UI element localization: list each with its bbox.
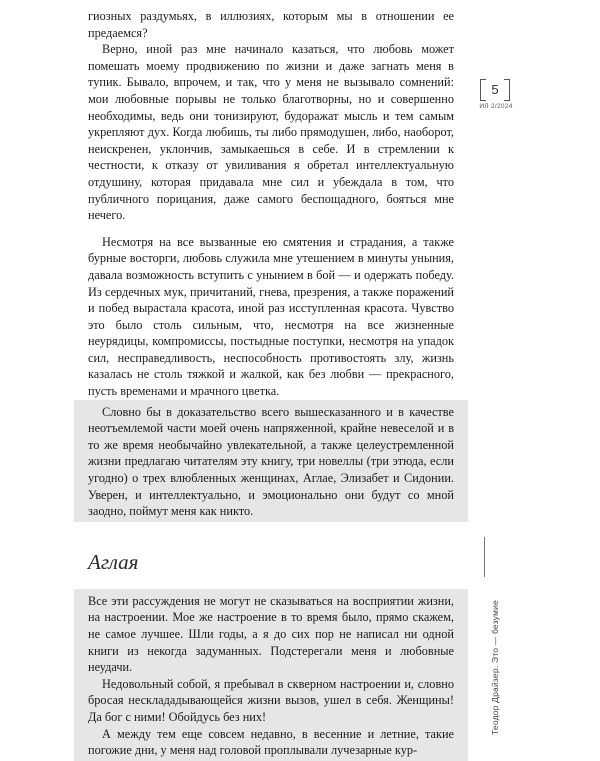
paragraph-mood: Все эти рассуждения не могут не сказываться на восприятии жизни, на настроении. Мое же настроение в то время было, прямо скажем, не самое лучшее. Шли годы, а я до сих пор не написал ни одной книги из некогда задуманных. Подстерегали меня и любовные неудачи.: [88, 593, 454, 675]
issue-label: ИЛ 2/2024: [479, 103, 513, 110]
running-head-divider: [484, 537, 485, 577]
running-head: Теодор Драйзер. Это — безумие: [490, 600, 500, 735]
paragraph-love-doubt: Верно, иной раз мне начинало казаться, что любовь может помешать моему продвижению по жизни и даже загнать меня в тупик. Бывало, впрочем, и так, что у меня не вызывало сомнений: мои любовные порывы не только благотворны, но и совершенно необходимы, ведь они тонизируют, будоражат мысль и тем самым укрепляют дух. Когда любишь, ты либо прямодушен, либо, наоборот, неискренен, уклончив, замыкаешься в себе. И в стремлении к честности, к отказу от увиливания я обретал интеллектуальную отдушину, которая придавала мне сил и убеждала в том, что публичного порицания, даже самого беспощадного, бояться мне нечего.: [88, 42, 454, 223]
paragraph-continuation: гиозных раздумьях, в иллюзиях, которым мы в отношении ее предаемся?: [88, 9, 454, 40]
paragraph-spring-days: А между тем еще совсем недавно, в весенние и летние, такие погожие дни, у меня над головой проплывали лучезарные кур-: [88, 726, 454, 758]
paragraph-book-intro: Словно бы в доказательство всего вышесказанного и в качестве неотъемлемой части моей очень напряженной, крайне невеселой и в то же время необычайно увлекательной, а также целеустремленной жизни предлагаю читателям эту книгу, три новеллы (три этюда, если угодно) о трех влюбленных женщинах, Аглае, Элизабет и Сидонии. Уверен, и интеллектуально, и эмоционально они будут со мной заодно, поймут меня как никто.: [88, 404, 454, 519]
page-number: 5: [480, 79, 510, 101]
paragraph-discontent: Недовольный собой, я пребывал в скверном настроении и, словно бросая несклададывающейся жизни вызов, ушел в себя. Женщины! Да бог с ними! Обойдусь без них!: [88, 676, 454, 724]
section-gray-block: [74, 589, 468, 761]
main-text-column: [88, 8, 454, 761]
paragraph-love-consolation: Несмотря на все вызванные ею смятения и страдания, а также бурные восторги, любовь служила мне утешением в минуты уныния, давала возможность вступить с унынием в бой — и одержать победу. Из сердечных мук, причитаний, гнева, презрения, а также поражений и побед вырастала красота, иной раз исступленная красота. Чувство это было столь сильным, что, несмотря на все жизненные неурядицы, компромиссы, постыдные поступки, несмотря на упадок сил, несправедливость, неспособность противостоять злу, жизнь казалась не столь тяжкой и жалкой, как без любви — прекрасного, пусть временами и мрачного цветка.: [88, 234, 454, 399]
section-title: Аглая: [88, 549, 139, 574]
highlighted-paragraph-block: [74, 400, 468, 522]
